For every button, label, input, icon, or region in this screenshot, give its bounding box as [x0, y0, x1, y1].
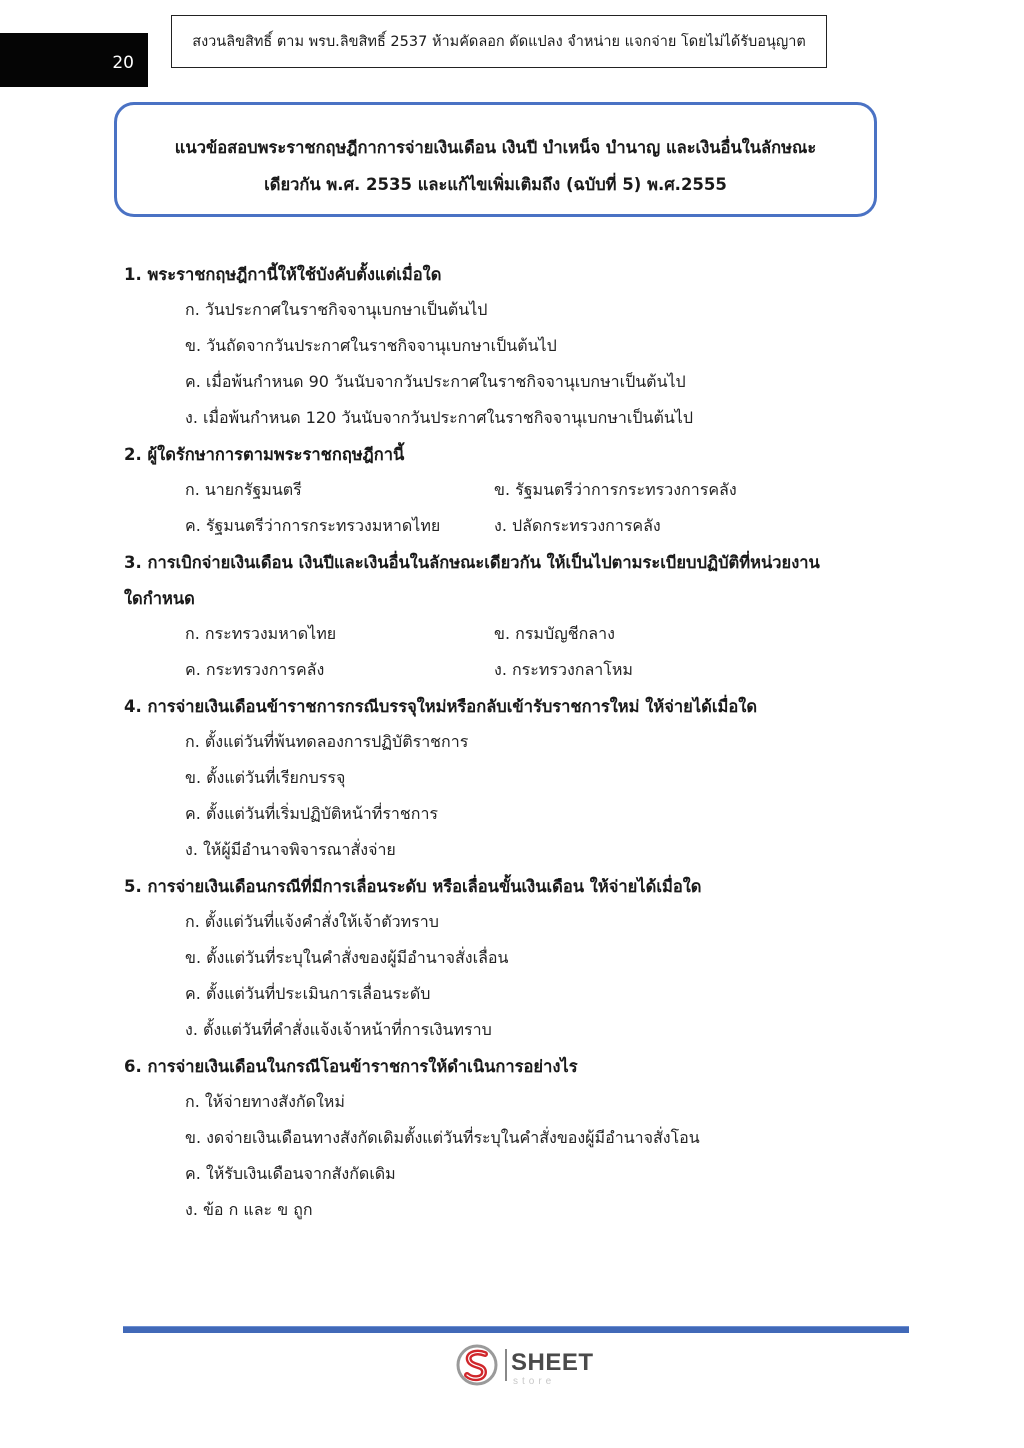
question-6-option-d: ง. ข้อ ก และ ข ถูก: [185, 1200, 313, 1219]
question-3-line-2: ใดกำหนด: [124, 589, 195, 608]
question-4-option-d: ง. ให้ผู้มีอำนาจพิจารณาสั่งจ่าย: [185, 840, 396, 859]
question-3-option-c: ค. กระทรวงการคลัง: [185, 660, 325, 679]
question-5-option-c: ค. ตั้งแต่วันที่ประเมินการเลื่อนระดับ: [185, 984, 431, 1003]
logo-separator: [505, 1349, 507, 1381]
question-5-option-a: ก. ตั้งแต่วันที่แจ้งคำสั่งให้เจ้าตัวทราบ: [185, 912, 439, 931]
question-2-option-c: ค. รัฐมนตรีว่าการกระทรวงมหาดไทย: [185, 516, 441, 535]
question-5: 5. การจ่ายเงินเดือนกรณีที่มีการเลื่อนระดับ หรือเลื่อนขั้นเงินเดือน ให้จ่ายได้เมื่อใด: [124, 877, 702, 896]
question-4: 4. การจ่ายเงินเดือนข้าราชการกรณีบรรจุใหม่หรือกลับเข้ารับราชการใหม่ ให้จ่ายได้เมื่อใด: [124, 697, 758, 716]
footer-divider: [123, 1326, 909, 1333]
question-4-option-b: ข. ตั้งแต่วันที่เรียกบรรจุ: [185, 768, 346, 787]
sheet-store-logo: [455, 1343, 595, 1389]
question-1-option-b: ข. วันถัดจากวันประกาศในราชกิจจานุเบกษาเป็นต้นไป: [185, 336, 557, 355]
question-3-option-a: ก. กระทรวงมหาดไทย: [185, 624, 337, 643]
page-number-block: [0, 33, 148, 87]
question-1-option-d: ง. เมื่อพ้นกำหนด 120 วันนับจากวันประกาศในราชกิจจานุเบกษาเป็นต้นไป: [185, 408, 693, 427]
copyright-notice: สงวนลิขสิทธิ์ ตาม พรบ.ลิขสิทธิ์ 2537 ห้ามคัดลอก ดัดแปลง จำหน่าย แจกจ่าย โดยไม่ได้รับอนุญาต: [171, 15, 827, 68]
question-5-option-d: ง. ตั้งแต่วันที่คำสั่งแจ้งเจ้าหน้าที่การเงินทราบ: [185, 1020, 492, 1039]
question-4-option-a: ก. ตั้งแต่วันที่พ้นทดลองการปฏิบัติราชการ: [185, 732, 469, 751]
question-1-option-a: ก. วันประกาศในราชกิจจานุเบกษาเป็นต้นไป: [185, 300, 488, 319]
question-6: 6. การจ่ายเงินเดือนในกรณีโอนข้าราชการให้ดำเนินการอย่างไร: [124, 1057, 578, 1076]
question-2: 2. ผู้ใดรักษาการตามพระราชกฤษฎีกานี้: [124, 445, 405, 464]
question-3-line-1: 3. การเบิกจ่ายเงินเดือน เงินปีและเงินอื่นในลักษณะเดียวกัน ให้เป็นไปตามระเบียบปฏิบัติที่หน่วยงาน: [124, 553, 820, 572]
logo-text: SHEET: [511, 1349, 594, 1376]
sheet-store-logo-icon: [455, 1343, 499, 1387]
question-1: 1. พระราชกฤษฎีกานี้ให้ใช้บังคับตั้งแต่เมื่อใด: [124, 265, 442, 284]
question-3-option-d: ง. กระทรวงกลาโหม: [494, 660, 633, 679]
question-6-option-c: ค. ให้รับเงินเดือนจากสังกัดเดิม: [185, 1164, 396, 1183]
title-line-1: แนวข้อสอบพระราชกฤษฎีกาการจ่ายเงินเดือน เงินปี บำเหน็จ บำนาญ และเงินอื่นในลักษณะ: [174, 138, 817, 157]
question-4-option-c: ค. ตั้งแต่วันที่เริ่มปฏิบัติหน้าที่ราชการ: [185, 804, 439, 823]
title-box: [114, 102, 877, 217]
question-6-option-a: ก. ให้จ่ายทางสังกัดใหม่: [185, 1092, 345, 1111]
page-number: 20: [112, 53, 134, 73]
question-5-option-b: ข. ตั้งแต่วันที่ระบุในคำสั่งของผู้มีอำนาจสั่งเลื่อน: [185, 948, 509, 967]
title-line-2: เดียวกัน พ.ศ. 2535 และแก้ไขเพิ่มเติมถึง (ฉบับที่ 5) พ.ศ.2555: [264, 175, 727, 194]
question-2-option-b: ข. รัฐมนตรีว่าการกระทรวงการคลัง: [494, 480, 737, 499]
question-6-option-b: ข. งดจ่ายเงินเดือนทางสังกัดเดิมตั้งแต่วันที่ระบุในคำสั่งของผู้มีอำนาจสั่งโอน: [185, 1128, 700, 1147]
question-1-option-c: ค. เมื่อพ้นกำหนด 90 วันนับจากวันประกาศในราชกิจจานุเบกษาเป็นต้นไป: [185, 372, 686, 391]
question-2-option-d: ง. ปลัดกระทรวงการคลัง: [494, 516, 661, 535]
logo-subtext: store: [513, 1376, 556, 1387]
question-2-option-a: ก. นายกรัฐมนตรี: [185, 480, 302, 499]
question-3-option-b: ข. กรมบัญชีกลาง: [494, 624, 615, 643]
